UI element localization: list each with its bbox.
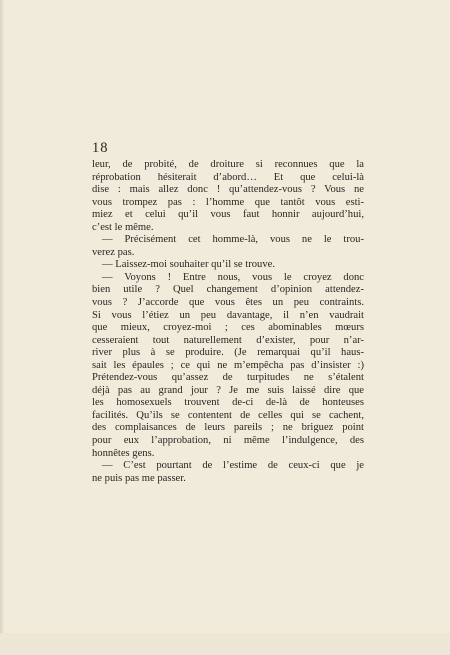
text-line: facilités. Qu’ils se contentent de celles qui se cachent, [92,409,364,421]
text-line: déjà pas au grand jour ? Je me suis laissé dire que [92,384,364,396]
text-line: que mieux, croyez-moi ; ces abominables mœurs [92,322,364,334]
text-line: les homosexuels trouvent de-ci de-là de honteuses [92,397,364,409]
text-line: bien utile ? Quel changement d’opinion attendez- [92,284,364,296]
text-line: leur, de probité, de droiture si reconnues que la [92,159,364,170]
text-line: réprobation hésiterait d’abord… Et que celui-là [92,171,364,183]
text-line: — Précisément cet homme-là, vous ne le trou- [102,234,364,246]
text-line: verez pas. [92,246,135,258]
text-line: river plus à se produire. (Je remarquai qu’il haus- [92,347,364,359]
body-text [92,159,364,485]
text-line: Si vous l’étiez un peu davantage, il n’en vaudrait [92,309,364,321]
text-line: vous trompez pas : l’homme que tantôt vous esti- [92,196,364,208]
text-line: ne puis pas me passer. [92,472,186,484]
text-line: miez et celui qu’il vous faut honnir aujourd’hui, [92,209,364,221]
text-line: — C’est pourtant de l’estime de ceux-ci que je [102,460,364,472]
text-line: des complaisances de leurs pareils ; ne briguez point [92,422,364,434]
page-left-edge [0,0,4,655]
text-line: Prétendez-vous qu’assez de turpitudes ne s’étalent [92,372,364,384]
text-line: cesseraient tout naturellement d’exister, pour n’ar- [92,334,364,346]
page-bottom-edge [0,633,450,655]
page-number: 18 [92,140,109,156]
text-line: c’est le même. [92,221,154,233]
text-line: sait les épaules ; ce qui ne m’empêcha pas d’insister :) [92,359,364,371]
text-line: honnêtes gens. [92,447,155,459]
text-line: vous ? J’accorde que vous êtes un peu contraints. [92,297,364,309]
text-line: — Voyons ! Entre nous, vous le croyez donc [102,271,364,283]
text-line: pour eux l’approbation, ni même l’indulgence, des [92,435,364,447]
text-line: dise : mais allez donc ! qu’attendez-vous ? Vous ne [92,184,364,196]
text-line: — Laissez-moi souhaiter qu’il se trouve. [102,259,275,271]
